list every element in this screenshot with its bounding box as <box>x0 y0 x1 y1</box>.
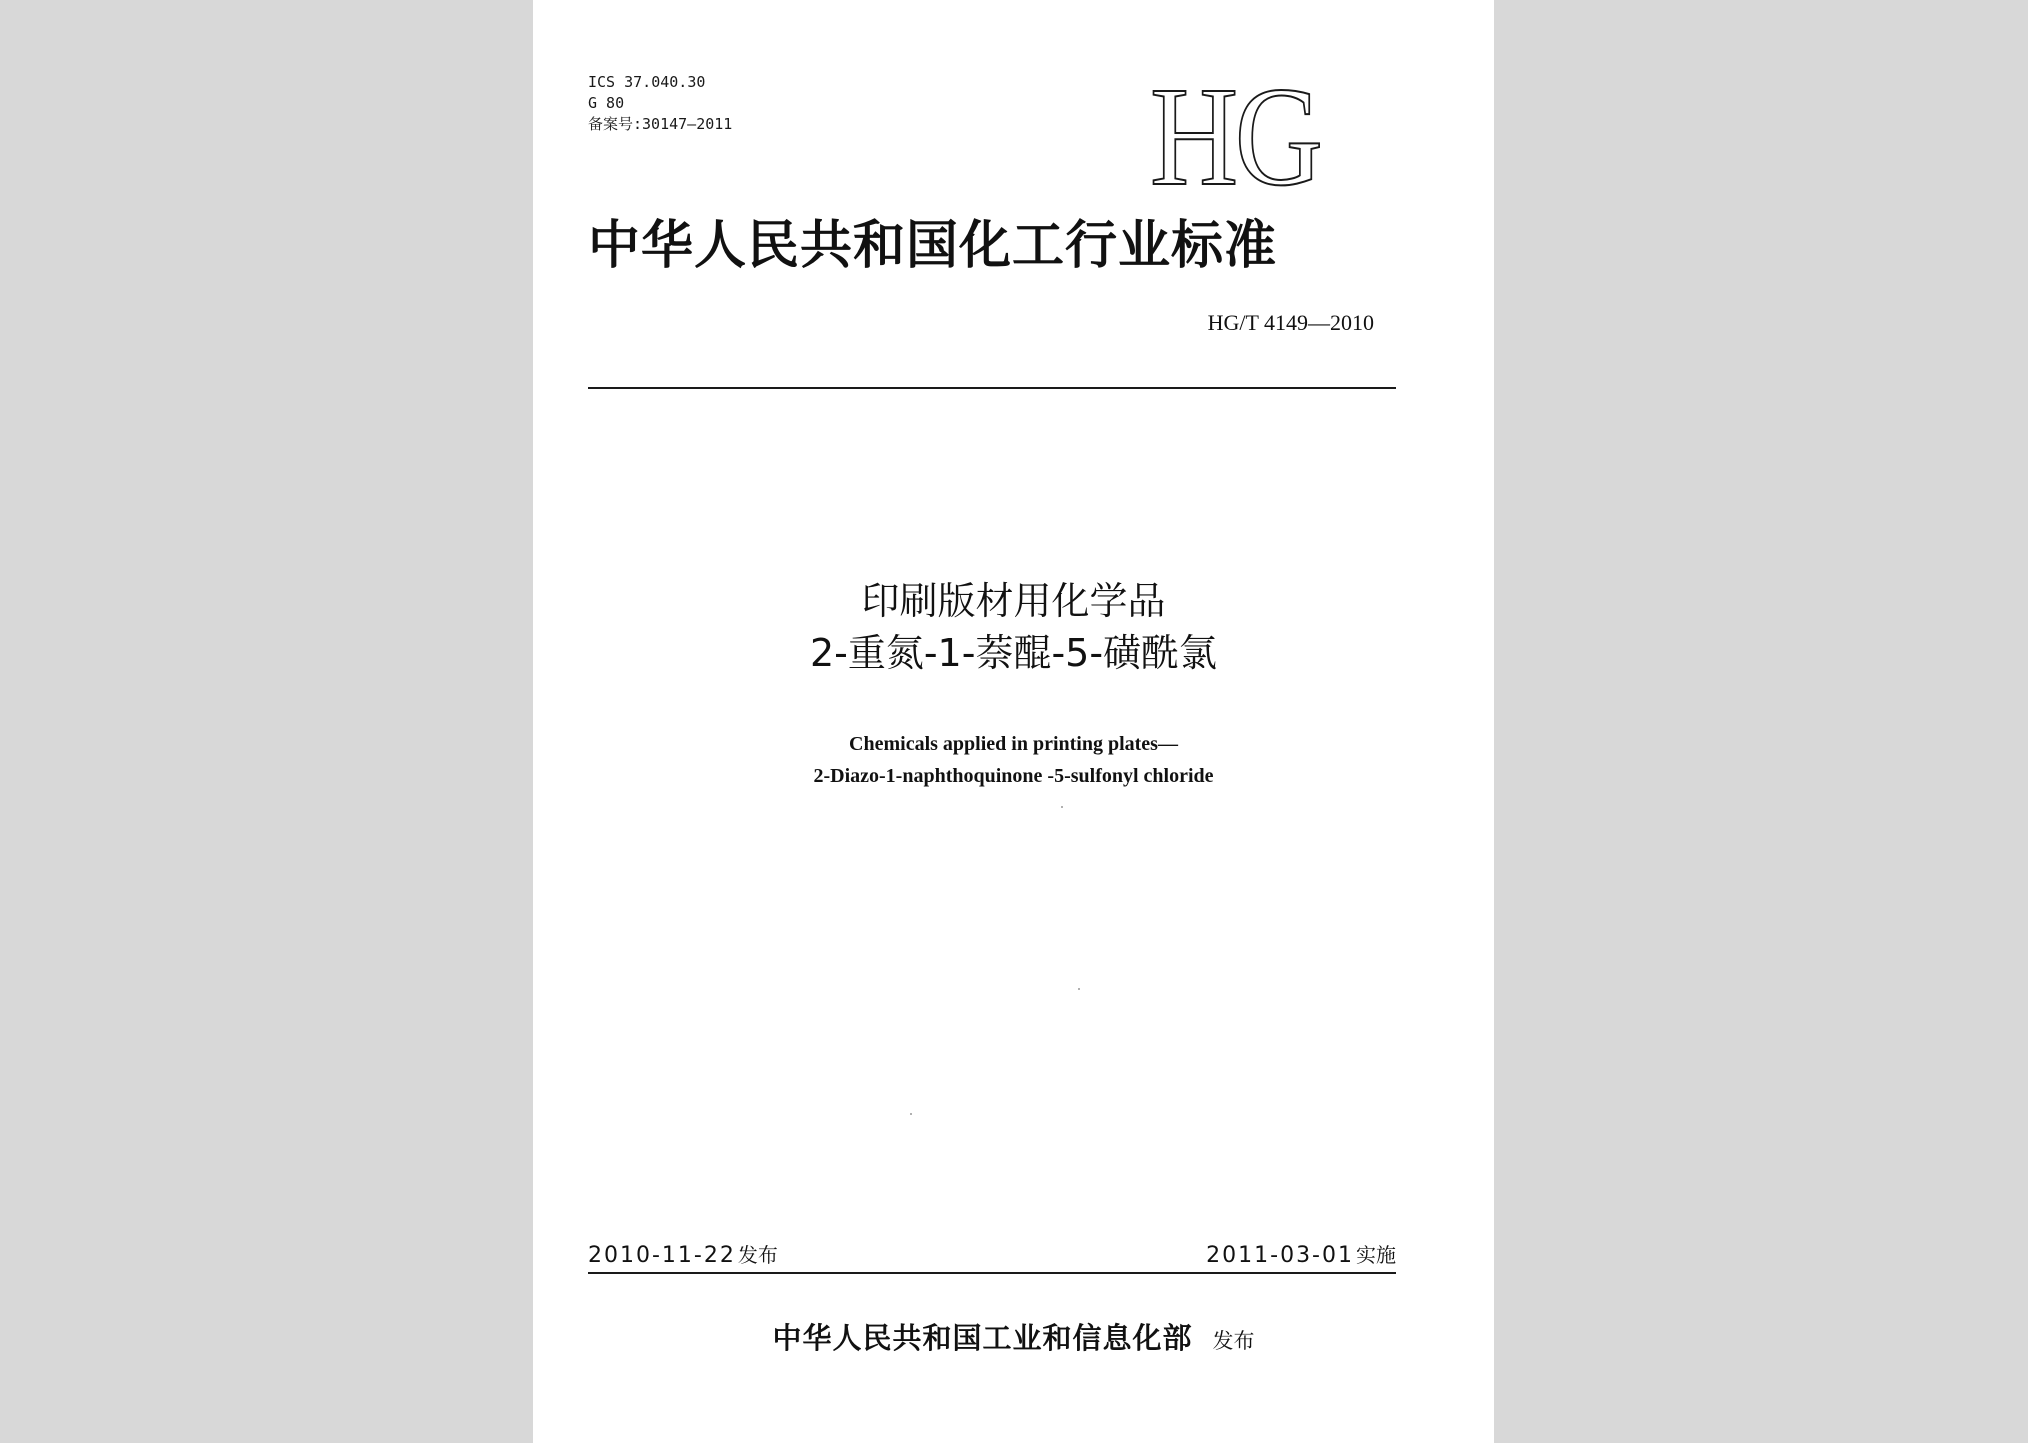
hg-logo: HG <box>1150 57 1320 215</box>
english-title <box>533 728 1494 792</box>
record-number: 备案号:30147—2011 <box>588 115 733 133</box>
english-title-line-2: 2-Diazo-1-naphthoquinone -5-sulfonyl chloride <box>813 765 1214 787</box>
ccs-code: G 80 <box>588 94 625 112</box>
footer-divider <box>588 1272 1396 1274</box>
document-page <box>533 0 1494 1443</box>
effective-date-group <box>1206 1240 1396 1271</box>
standard-number: HG/T 4149—2010 <box>1207 310 1374 335</box>
issuer-line <box>533 1318 1494 1358</box>
effective-label: 实施 <box>1356 1243 1396 1267</box>
header-divider <box>588 387 1396 389</box>
issue-date: 2010-11-22 <box>588 1243 736 1268</box>
industry-standard-title: 中华人民共和国化工行业标准 <box>588 215 1278 276</box>
scan-speck <box>1061 806 1063 808</box>
chinese-title <box>533 575 1494 679</box>
english-title-line-1: Chemicals applied in printing plates— <box>849 733 1178 755</box>
scan-speck <box>1078 988 1080 990</box>
classification-block <box>588 72 732 135</box>
chinese-title-line-1: 印刷版材用化学品 <box>861 579 1166 623</box>
scan-speck <box>910 1113 912 1115</box>
issuer-action: 发布 <box>1212 1329 1255 1353</box>
effective-date: 2011-03-01 <box>1206 1243 1354 1268</box>
issue-label: 发布 <box>737 1243 778 1267</box>
issue-date-group <box>588 1240 778 1271</box>
ics-code: ICS 37.040.30 <box>588 73 706 91</box>
issuer-name: 中华人民共和国工业和信息化部 <box>772 1321 1193 1355</box>
chinese-title-line-2: 2-重氮-1-萘醌-5-磺酰氯 <box>809 631 1218 675</box>
